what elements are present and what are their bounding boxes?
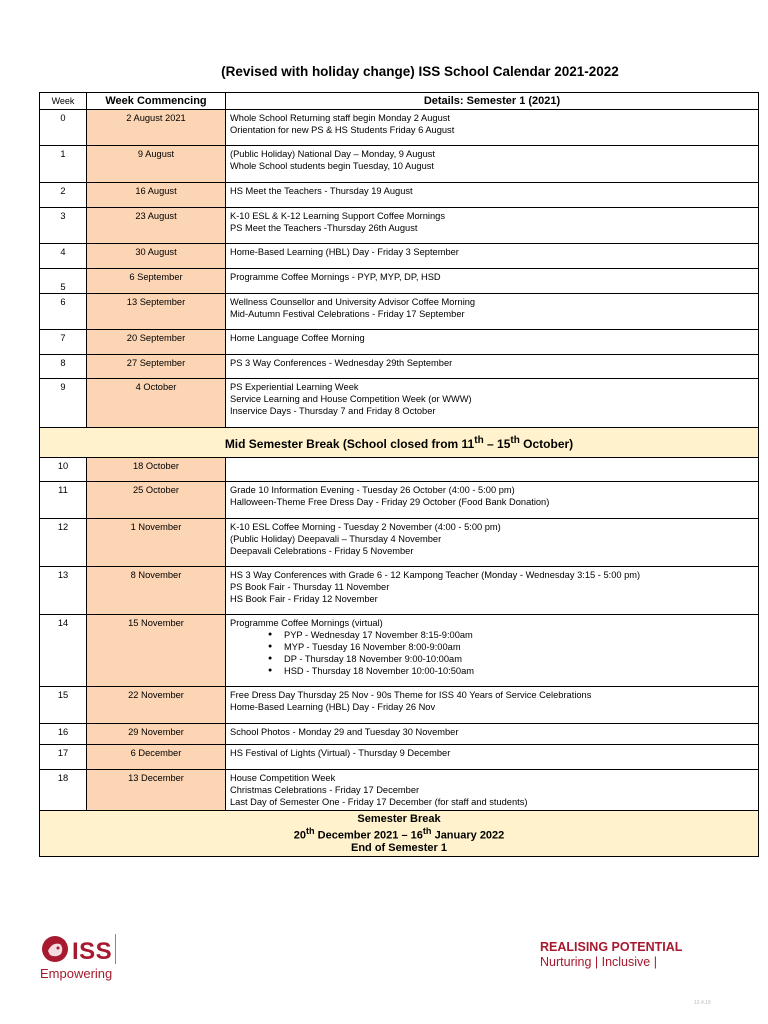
calendar-table bbox=[39, 92, 759, 857]
header-week-commencing: Week Commencing bbox=[87, 93, 226, 110]
header-week: Week bbox=[40, 93, 87, 110]
detail-line: HS Festival of Lights (Virtual) - Thursday 9 December bbox=[230, 748, 451, 758]
week-number: 8 bbox=[40, 355, 87, 379]
table-row bbox=[40, 110, 759, 146]
week-details bbox=[226, 244, 759, 269]
table-row bbox=[40, 294, 759, 330]
week-commencing: 29 November bbox=[87, 724, 226, 745]
detail-line: (Public Holiday) Deepavali – Thursday 4 November bbox=[230, 534, 442, 544]
detail-line: Mid-Autumn Festival Celebrations - Friday 17 September bbox=[230, 309, 465, 319]
week-details bbox=[226, 770, 759, 811]
week-details bbox=[226, 183, 759, 208]
detail-line: Service Learning and House Competition Week (or WWW) bbox=[230, 394, 472, 404]
table-row bbox=[40, 745, 759, 770]
semester-rows-b bbox=[40, 458, 759, 615]
detail-line: Programme Coffee Mornings - PYP, MYP, DP, HSD bbox=[230, 272, 441, 282]
table-row bbox=[40, 244, 759, 269]
week-commencing: 16 August bbox=[87, 183, 226, 208]
week-commencing: 30 August bbox=[87, 244, 226, 269]
bullet-item: ● MYP - Tuesday 16 November 8:00-9:00am bbox=[268, 641, 754, 653]
week-number: 0 bbox=[40, 110, 87, 146]
semester-rows-c bbox=[40, 687, 759, 811]
week-commencing: 22 November bbox=[87, 687, 226, 724]
page-title: (Revised with holiday change) ISS School Calendar 2021-2022 bbox=[221, 64, 619, 79]
detail-line: HS 3 Way Conferences with Grade 6 - 12 Kampong Teacher (Monday - Wednesday 3:15 - 5:00 pm) bbox=[230, 570, 641, 580]
detail-line: Whole School Returning staff begin Monday 2 August bbox=[230, 113, 450, 123]
header-row bbox=[40, 93, 759, 110]
week-commencing: 20 September bbox=[87, 330, 226, 355]
detail-line: Home Language Coffee Morning bbox=[230, 333, 365, 343]
week-commencing: 8 November bbox=[87, 567, 226, 615]
header-details: Details: Semester 1 (2021) bbox=[226, 93, 759, 110]
week-details bbox=[226, 567, 759, 615]
detail-line: Orientation for new PS & HS Students Friday 6 August bbox=[230, 125, 455, 135]
detail-line: Christmas Celebrations - Friday 17 December bbox=[230, 785, 420, 795]
week-details bbox=[226, 724, 759, 745]
week-number: 15 bbox=[40, 687, 87, 724]
detail-line: K-10 ESL & K-12 Learning Support Coffee Mornings bbox=[230, 211, 445, 221]
semester-break-row bbox=[40, 811, 759, 857]
week-number: 18 bbox=[40, 770, 87, 811]
week-commencing: 4 October bbox=[87, 379, 226, 428]
week-details bbox=[226, 330, 759, 355]
week-commencing: 9 August bbox=[87, 146, 226, 183]
mid-semester-break-row bbox=[40, 428, 759, 458]
table-row bbox=[40, 482, 759, 519]
week-commencing: 13 September bbox=[87, 294, 226, 330]
logo-divider bbox=[115, 934, 116, 964]
table-row bbox=[40, 183, 759, 208]
table-row bbox=[40, 269, 759, 294]
week-details bbox=[226, 458, 759, 482]
week-commencing: 15 November bbox=[87, 615, 226, 687]
week-details bbox=[226, 519, 759, 567]
week-commencing: 1 November bbox=[87, 519, 226, 567]
week-number: 9 bbox=[40, 379, 87, 428]
tagline-empowering: Empowering bbox=[40, 966, 113, 981]
week-number: 1 bbox=[40, 146, 87, 183]
week-commencing: 18 October bbox=[87, 458, 226, 482]
week-details bbox=[226, 208, 759, 244]
detail-line: Free Dress Day Thursday 25 Nov - 90s Theme for ISS 40 Years of Service Celebrations bbox=[230, 690, 592, 700]
week-commencing: 6 September bbox=[87, 269, 226, 294]
detail-line: Whole School students begin Tuesday, 10 August bbox=[230, 161, 434, 171]
week-number: 4 bbox=[40, 244, 87, 269]
detail-line: (Public Holiday) National Day – Monday, 9 August bbox=[230, 149, 435, 159]
page-reference: 12.4.19 bbox=[694, 1000, 711, 1006]
detail-line: Halloween-Theme Free Dress Day - Friday 29 October (Food Bank Donation) bbox=[230, 497, 550, 507]
table-row bbox=[40, 330, 759, 355]
detail-line: PS 3 Way Conferences - Wednesday 29th September bbox=[230, 358, 453, 368]
week-number: 16 bbox=[40, 724, 87, 745]
detail-line: Wellness Counsellor and University Advisor Coffee Morning bbox=[230, 297, 476, 307]
bullet-item: ● PYP - Wednesday 17 November 8:15-9:00am bbox=[268, 629, 754, 641]
detail-line: PS Experiential Learning Week bbox=[230, 382, 359, 392]
bullet-item: ● HSD - Thursday 18 November 10:00-10:50am bbox=[268, 665, 754, 677]
week-number: 12 bbox=[40, 519, 87, 567]
week-details bbox=[226, 482, 759, 519]
week-number: 17 bbox=[40, 745, 87, 770]
table-row bbox=[40, 379, 759, 428]
detail-line: Grade 10 Information Evening - Tuesday 26 October (4:00 - 5:00 pm) bbox=[230, 485, 515, 495]
week-commencing: 27 September bbox=[87, 355, 226, 379]
detail-line: Inservice Days - Thursday 7 and Friday 8 October bbox=[230, 406, 436, 416]
detail-line: PS Book Fair - Thursday 11 November bbox=[230, 582, 390, 592]
detail-line: Home-Based Learning (HBL) Day - Friday 26 Nov bbox=[230, 702, 436, 712]
detail-line: PS Meet the Teachers -Thursday 26th August bbox=[230, 223, 418, 233]
semester-rows-a bbox=[40, 110, 759, 428]
week-details bbox=[226, 687, 759, 724]
table-row bbox=[40, 208, 759, 244]
week-number: 10 bbox=[40, 458, 87, 482]
week-number: 13 bbox=[40, 567, 87, 615]
tagline-nurturing: Nurturing | Inclusive | bbox=[540, 955, 657, 969]
detail-line: HS Meet the Teachers - Thursday 19 August bbox=[230, 186, 413, 196]
logo-text: ISS bbox=[72, 938, 113, 965]
table-row bbox=[40, 687, 759, 724]
detail-line: Deepavali Celebrations - Friday 5 November bbox=[230, 546, 414, 556]
week-number: 2 bbox=[40, 183, 87, 208]
week-number: 6 bbox=[40, 294, 87, 330]
week-details bbox=[226, 615, 759, 687]
table-row bbox=[40, 458, 759, 482]
detail-line: Programme Coffee Mornings (virtual) bbox=[230, 618, 383, 628]
table-row bbox=[40, 519, 759, 567]
week-number: 14 bbox=[40, 615, 87, 687]
bullet-item: ● DP - Thursday 18 November 9:00-10:00am bbox=[268, 653, 754, 665]
table-row bbox=[40, 567, 759, 615]
detail-line: K-10 ESL Coffee Morning - Tuesday 2 November (4:00 - 5:00 pm) bbox=[230, 522, 501, 532]
tagline-realising: REALISING POTENTIAL bbox=[540, 940, 683, 954]
week-number: 11 bbox=[40, 482, 87, 519]
week-number: 7 bbox=[40, 330, 87, 355]
detail-line: House Competition Week bbox=[230, 773, 336, 783]
detail-line: HS Book Fair - Friday 12 November bbox=[230, 594, 378, 604]
week-commencing: 13 December bbox=[87, 770, 226, 811]
iss-lion-logo-icon bbox=[40, 934, 70, 964]
week-number: 5 bbox=[40, 269, 87, 294]
week-details bbox=[226, 146, 759, 183]
week-number: 3 bbox=[40, 208, 87, 244]
table-row bbox=[40, 724, 759, 745]
mid-semester-break: Mid Semester Break (School closed from 11th – 15th October) bbox=[40, 428, 759, 458]
week-details bbox=[226, 269, 759, 294]
week-details bbox=[226, 745, 759, 770]
week-commencing: 23 August bbox=[87, 208, 226, 244]
table-row bbox=[40, 355, 759, 379]
detail-line: Last Day of Semester One - Friday 17 December (for staff and students) bbox=[230, 797, 528, 807]
detail-line: Home-Based Learning (HBL) Day - Friday 3 September bbox=[230, 247, 459, 257]
week-commencing: 6 December bbox=[87, 745, 226, 770]
week-details bbox=[226, 355, 759, 379]
table-row bbox=[40, 146, 759, 183]
week-details bbox=[226, 379, 759, 428]
week-details bbox=[226, 110, 759, 146]
semester-break: Semester Break 20th December 2021 – 16th January 2022 End of Semester 1 bbox=[40, 811, 759, 857]
week-commencing: 25 October bbox=[87, 482, 226, 519]
detail-line: School Photos - Monday 29 and Tuesday 30 November bbox=[230, 727, 459, 737]
bullet-list bbox=[230, 629, 754, 677]
week-details bbox=[226, 294, 759, 330]
week-commencing: 2 August 2021 bbox=[87, 110, 226, 146]
table-row bbox=[40, 770, 759, 811]
table-row bbox=[40, 615, 759, 687]
